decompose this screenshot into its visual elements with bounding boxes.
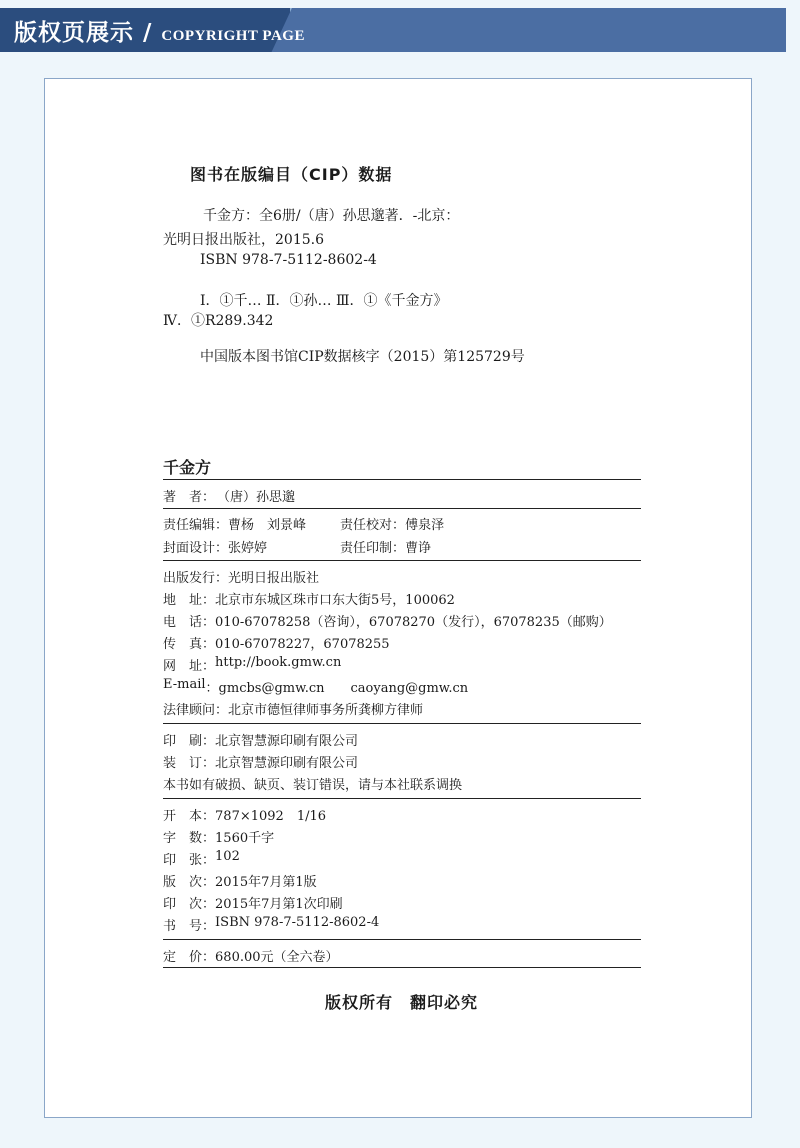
- designer-row: 封面设计 ： 张婷婷 责任印制 ： 曹诤: [163, 537, 431, 556]
- cip-line-4: Ⅰ．①千… Ⅱ．①孙… Ⅲ．①《千金方》: [200, 293, 448, 309]
- isbn-label: 书 号: [163, 919, 203, 934]
- edition-value: 2015年7月第1版: [215, 875, 317, 890]
- cip-line-5: Ⅳ．①R289.342: [163, 313, 274, 329]
- format-value: 787×1092 1/16: [215, 809, 327, 824]
- email-label: E-mail: [163, 677, 206, 692]
- word-count-value: 1560千字: [215, 831, 275, 846]
- page-banner: [0, 0, 800, 60]
- author-value: （唐）孙思邈: [217, 490, 296, 505]
- print-manager-value: 曹诤: [405, 541, 432, 556]
- price-value: 680.00元（全六卷）: [215, 950, 339, 965]
- designer-value: 张婷婷: [228, 541, 268, 556]
- banner-title-separator: /: [134, 20, 162, 46]
- cip-line-6: 中国版本图书馆CIP数据核字（2015）第125729号: [200, 349, 525, 365]
- divider: [163, 508, 641, 509]
- fax-label: 传 真: [163, 637, 203, 652]
- website-row: 网 址 ： http://book.gmw.cn: [163, 655, 342, 674]
- phone-label: 电 话: [163, 615, 203, 630]
- book-title: 千金方: [163, 458, 212, 477]
- divider: [163, 939, 641, 940]
- cip-line-2: 光明日报出版社，2015.6: [163, 232, 324, 248]
- phone-row: 电 话 ： 010-67078258（咨询），67078270（发行），67078235（邮购）: [163, 611, 612, 630]
- fax-value: 010-67078227，67078255: [215, 637, 390, 652]
- binder-row: 装 订 ： 北京智慧源印刷有限公司: [163, 752, 358, 771]
- impression-value: 2015年7月第1次印刷: [215, 897, 343, 912]
- legal-label: 法律顾问: [163, 703, 216, 718]
- editor-row: 责任编辑 ： 曹杨 刘景峰 责任校对 ： 傅泉泽: [163, 514, 444, 533]
- website-value[interactable]: http://book.gmw.cn: [215, 655, 342, 670]
- author-row: 著 者 ： （唐）孙思邈: [163, 486, 295, 505]
- sheets-label: 印 张: [163, 853, 203, 868]
- legal-row: 法律顾问 ： 北京市德恒律师事务所龚柳方律师: [163, 699, 423, 718]
- binder-label: 装 订: [163, 756, 203, 771]
- fax-row: 传 真 ： 010-67078227，67078255: [163, 633, 390, 652]
- divider: [163, 560, 641, 561]
- printer-value: 北京智慧源印刷有限公司: [215, 734, 359, 749]
- impression-row: 印 次 ： 2015年7月第1次印刷: [163, 893, 343, 912]
- format-row: 开 本 ： 787×1092 1/16: [163, 805, 326, 824]
- editor-label: 责任编辑: [163, 518, 216, 533]
- price-row: 定 价 ： 680.00元（全六卷）: [163, 946, 339, 965]
- address-value: 北京市东城区珠市口东大街5号，100062: [215, 593, 455, 608]
- printer-row: 印 刷 ： 北京智慧源印刷有限公司: [163, 730, 358, 749]
- proofreader-label: 责任校对: [340, 518, 393, 533]
- address-label: 地 址: [163, 593, 203, 608]
- phone-value: 010-67078258（咨询），67078270（发行），67078235（邮购）: [215, 615, 612, 630]
- isbn-row: 书 号 ： ISBN 978-7-5112-8602-4: [163, 915, 380, 934]
- copyright-notice: 版权所有 翻印必究: [325, 993, 479, 1012]
- notice-text: 本书如有破损、缺页、装订错误，请与本社联系调换: [163, 778, 463, 793]
- format-label: 开 本: [163, 809, 203, 824]
- binder-value: 北京智慧源印刷有限公司: [215, 756, 359, 771]
- impression-label: 印 次: [163, 897, 203, 912]
- publisher-label: 出版发行: [163, 571, 216, 586]
- website-label: 网 址: [163, 659, 203, 674]
- edition-row: 版 次 ： 2015年7月第1版: [163, 871, 317, 890]
- word-count-label: 字 数: [163, 831, 203, 846]
- edition-label: 版 次: [163, 875, 203, 890]
- divider: [163, 479, 641, 480]
- banner-title: [14, 14, 305, 47]
- cip-heading: 图书在版编目（CIP）数据: [190, 165, 393, 184]
- email-value[interactable]: gmcbs@gmw.cn caoyang@gmw.cn: [218, 681, 469, 696]
- sheets-value: 102: [215, 849, 240, 864]
- banner-title-en: COPYRIGHT PAGE: [161, 28, 305, 44]
- notice-row: [163, 774, 462, 793]
- editor-value: 曹杨 刘景峰: [228, 518, 307, 533]
- isbn-value: ISBN 978-7-5112-8602-4: [215, 915, 380, 930]
- proofreader-value: 傅泉泽: [405, 518, 445, 533]
- publisher-value: 光明日报出版社: [228, 571, 320, 586]
- print-manager-label: 责任印制: [340, 541, 393, 556]
- banner-title-cn: 版权页展示: [14, 20, 134, 46]
- cip-line-1: 千金方：全6册/（唐）孙思邈著．-北京：: [203, 208, 460, 224]
- cip-line-3: ISBN 978-7-5112-8602-4: [200, 252, 377, 268]
- email-row: E-mail ： gmcbs@gmw.cn caoyang@gmw.cn: [163, 677, 469, 696]
- sheets-row: 印 张 ： 102: [163, 849, 240, 868]
- divider: [163, 798, 641, 799]
- designer-label: 封面设计: [163, 541, 216, 556]
- legal-value: 北京市德恒律师事务所龚柳方律师: [228, 703, 424, 718]
- word-count-row: 字 数 ： 1560千字: [163, 827, 274, 846]
- divider: [163, 967, 641, 968]
- publisher-row: 出版发行 ： 光明日报出版社: [163, 567, 319, 586]
- price-label: 定 价: [163, 950, 203, 965]
- divider: [163, 723, 641, 724]
- printer-label: 印 刷: [163, 734, 203, 749]
- author-label: 著 者: [163, 490, 203, 505]
- address-row: 地 址 ： 北京市东城区珠市口东大街5号，100062: [163, 589, 455, 608]
